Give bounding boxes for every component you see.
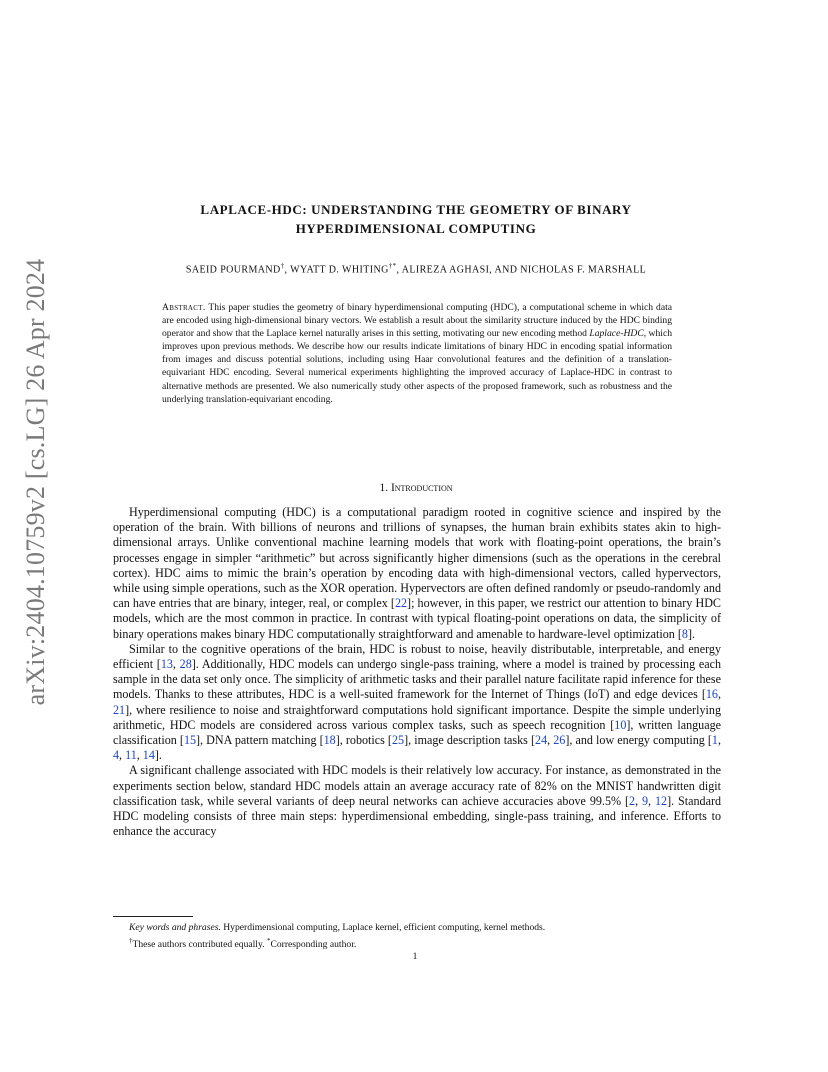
text-run: ], robotics [ [335, 733, 392, 748]
citation-link[interactable]: 24 [535, 733, 548, 748]
footnote-mark: † [129, 936, 133, 945]
keywords-label: Key words and phrases. [129, 922, 221, 933]
text-run: , [119, 748, 126, 763]
author-name: SAEID POURMAND [185, 264, 281, 276]
citation-link[interactable]: 1 [711, 733, 718, 748]
text-run: , [648, 793, 655, 808]
author-mark: †* [388, 262, 397, 270]
citation-link[interactable]: 22 [394, 596, 408, 611]
citation-link[interactable]: 11 [125, 748, 137, 763]
citation-link[interactable]: 10 [614, 717, 627, 732]
author-mark: † [280, 262, 285, 270]
citation-link[interactable]: 15 [183, 733, 197, 748]
text-run: ]; however, in this paper, we restrict our attention to binary HDC models, which are the most common in practice. In contrast with typical floating-point operations on data, the simplicity of binary operations makes binary HDC computationally straightforward and amenable to hardware-level optimization [ [113, 596, 721, 641]
text-run: ]. Additionally, HDC models can undergo single-pass training, where a model is trained by processing each sample in the data set only once. The simplicity of arithmetic tasks and their parallel nature facilitate rapid inference for these models. Thanks to these attributes, HDC is a well-suited framework for the Internet of Things (IoT) and edge devices [ [113, 657, 722, 702]
body-text [113, 505, 721, 839]
keywords-text: Hyperdimensional computing, Laplace kernel, efficient computing, kernel methods. [220, 922, 546, 933]
text-run: Hyperdimensional computing (HDC) is a computational paradigm rooted in cognitive science and inspired by the operation of the brain. With billions of neurons and trillions of synapses, the human brain exhibits states akin to high-dimensional arrays. Unlike conventional machine learning models that work with floating-point operations, the brain’s processes engage in simpler “arithmetic” but across significantly higher dimensions (such as the operations in the cerebral cortex). HDC aims to mimic the brain’s operation by encoding data with high-dimensional vectors, called hypervectors, while using simple operations, such as the XOR operation. Hypervectors are often defined randomly or pseudo-randomly and can have entries that are binary, integer, real, or complex [ [113, 505, 721, 611]
text-run: ]. Standard HDC modeling consists of three main steps: hyperdimensional embedding, single-pass training, and inference. Efforts to enhance the accuracy [113, 793, 722, 839]
arxiv-identifier: arXiv:2404.10759v2 [cs.LG] 26 Apr 2024 [21, 258, 50, 706]
text-run: Similar to the cognitive operations of the brain, HDC is robust to noise, heavily distributable, interpretable, and energy efficient [ [113, 641, 721, 672]
citation-link[interactable]: 9 [642, 793, 649, 808]
text-run: ]. [687, 626, 696, 641]
text-run: , [172, 657, 180, 672]
citation-link[interactable]: 28 [179, 657, 192, 672]
paragraph [113, 642, 721, 764]
text-run: , [635, 793, 642, 808]
citation-link[interactable]: 2 [629, 793, 636, 808]
text-run: , [136, 748, 143, 763]
title-line-1: LAPLACE-HDC: UNDERSTANDING THE GEOMETRY OF BINARY [200, 202, 632, 217]
citation-link[interactable]: 12 [654, 793, 668, 808]
paper-title [150, 200, 682, 238]
author-name: WYATT D. WHITING [290, 264, 389, 276]
author-list: SAEID POURMAND†, WYATT D. WHITING†*, ALIREZA AGHASI, AND NICHOLAS F. MARSHALL [185, 262, 647, 276]
text-run: ], image description tasks [ [404, 733, 536, 748]
section-title: Introduction [390, 482, 453, 494]
abstract-text: , which improves upon previous methods. We describe how our results indicate limitations of binary HDC in encoding spatial information from images and discuss potential solutions, including using Haar convolutional features and the definition of a translation-equivariant HDC encoding. Several numerical experiments highlighting the improved accuracy of Laplace-HDC in contrast to alternative methods are presented. We also numerically study other aspects of the proposed framework, such as robustness and the underlying translation-equivariant encoding. [162, 328, 672, 405]
text-run: , [717, 733, 721, 748]
section-number: 1. [379, 482, 389, 494]
author-names: ALIREZA AGHASI, AND NICHOLAS F. MARSHALL [401, 264, 647, 276]
author-note-footnote [113, 935, 721, 952]
abstract-method-name: Laplace-HDC [589, 328, 644, 340]
text-run: A significant challenge associated with HDC models is their relatively low accuracy. For instance, as demonstrated in the experiments section below, standard HDC models attain an average accuracy rate of 82% on the MNIST handwritten digit classification task, while several variants of deep neural networks can achieve accuracies above 99.5% [ [113, 763, 721, 808]
footnotes [113, 922, 721, 951]
citation-link[interactable]: 26 [553, 733, 566, 748]
text-run: ], where resilience to noise and straightforward computations hold significant importance. Despite the simple underlying arithmetic, HDC models are considered across various complex tasks, such as speech recognition [ [113, 702, 721, 732]
citation-link[interactable]: 4 [113, 748, 120, 763]
citation-link[interactable]: 13 [160, 657, 173, 672]
abstract-label: Abstract. [162, 302, 206, 313]
text-run: ], and low energy computing [ [565, 733, 712, 748]
abstract [162, 301, 672, 406]
citation-link[interactable]: 25 [391, 733, 405, 748]
citation-link[interactable]: 21 [113, 702, 126, 717]
text-run: , [717, 687, 721, 702]
paragraph [113, 505, 721, 642]
text-run: ], written language classification [ [113, 717, 721, 748]
footnote-mark: * [266, 936, 271, 945]
text-run: , [547, 733, 554, 748]
title-line-2: HYPERDIMENSIONAL COMPUTING [295, 221, 537, 236]
citation-link[interactable]: 14 [142, 748, 155, 763]
corresponding-author-note: Corresponding author. [270, 938, 357, 950]
abstract-text: This paper studies the geometry of binary hyperdimensional computing (HDC), a computational scheme in which data are encoded using high-dimensional binary vectors. We establish a result about the similarity structure induced by the HDC binding operator and show that the Laplace kernel naturally arises in this setting, motivating our new encoding method [162, 302, 672, 340]
equal-contribution-note: These authors contributed equally. [132, 938, 267, 950]
text-run: ], DNA pattern matching [ [196, 733, 324, 748]
text-run: ]. [154, 748, 162, 763]
footnote-rule [113, 916, 193, 917]
keywords-footnote [113, 922, 721, 935]
citation-link[interactable]: 16 [705, 687, 718, 702]
paragraph [113, 763, 721, 839]
section-heading [110, 482, 722, 494]
arxiv-sidebar [16, 258, 56, 706]
page-number: 1 [412, 952, 418, 962]
citation-link[interactable]: 8 [681, 626, 688, 641]
citation-link[interactable]: 18 [323, 733, 336, 748]
